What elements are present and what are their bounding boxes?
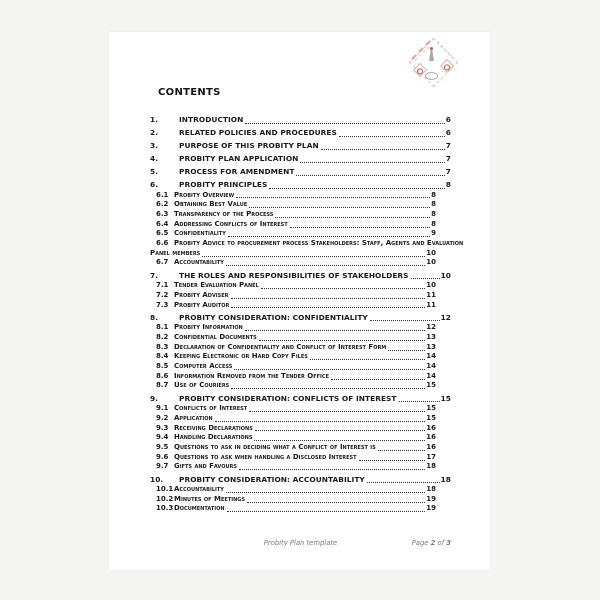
toc-dot-leader	[370, 320, 440, 321]
toc-dot-leader	[290, 227, 430, 228]
toc-entry-page: 18	[426, 485, 436, 494]
toc-entry-label: Minutes of Meetings	[174, 494, 245, 503]
toc-entry-label: PROCESS FOR AMENDMENT	[179, 167, 295, 176]
toc-entry-label: THE ROLES AND RESPONSIBILITIES OF STAKEHOLDERS	[179, 270, 409, 280]
toc-entry-number: 9.2	[156, 413, 169, 422]
toc-entry-number: 8.1	[156, 323, 169, 332]
toc-dot-leader	[378, 450, 426, 451]
toc-entry[interactable]	[150, 220, 451, 230]
toc-entry-page: 6	[445, 115, 451, 124]
toc-entry-label: Confidential Documents	[174, 332, 257, 341]
toc-entry-number: 7.2	[156, 290, 169, 299]
toc-entry-number: 3.	[150, 141, 159, 150]
toc-entry-label: INTRODUCTION	[179, 115, 244, 124]
toc-entry-page: 18	[440, 474, 451, 484]
toc-entry-page: 16	[426, 423, 436, 432]
toc-entry[interactable]	[150, 115, 451, 126]
toc-entry-number: 9.5	[156, 442, 169, 451]
toc-entry-page: 18	[426, 462, 436, 471]
footer-current-page: 2	[430, 539, 436, 547]
toc-entry-label: Transparency of the Process	[174, 209, 274, 218]
toc-dot-leader	[310, 359, 425, 360]
toc-entry-label: Confidentiality	[174, 229, 226, 238]
toc-entry-page: 8	[431, 219, 436, 228]
toc-entry[interactable]	[150, 281, 451, 291]
toc-entry-number: 10.1	[156, 485, 174, 494]
toc-entry[interactable]	[150, 167, 451, 178]
toc-dot-leader	[269, 188, 444, 189]
toc-entry-number: 5.	[150, 167, 159, 176]
document-page	[109, 32, 490, 570]
toc-entry[interactable]	[150, 462, 451, 472]
toc-entry-page: 11	[426, 290, 436, 299]
toc-dot-leader	[254, 440, 425, 441]
toc-entry-page: 8	[431, 209, 436, 218]
toc-dot-leader	[236, 197, 430, 198]
toc-entry[interactable]	[150, 362, 451, 372]
toc-dot-leader	[367, 482, 440, 483]
toc-dot-leader	[339, 136, 445, 137]
toc-dot-leader	[215, 421, 426, 422]
toc-dot-leader	[261, 288, 426, 289]
toc-entry[interactable]	[150, 485, 451, 495]
toc-entry-label: PURPOSE OF THIS PROBITY PLAN	[179, 141, 319, 150]
table-of-contents	[150, 115, 464, 514]
toc-entry[interactable]	[150, 394, 451, 405]
toc-entry-number: 8.	[150, 312, 159, 322]
toc-entry-label: Probity Adviser	[174, 290, 229, 299]
toc-entry[interactable]	[150, 475, 451, 486]
seal-icon-left	[417, 68, 423, 74]
toc-dot-leader	[411, 278, 440, 279]
toc-entry-number: 9.	[150, 393, 159, 403]
toc-entry-label: Questions to ask in deciding what a Conflict of Interest is	[174, 442, 376, 451]
toc-dot-leader	[321, 149, 445, 150]
toc-dot-leader	[226, 265, 425, 266]
toc-entry-label: PROBITY CONSIDERATION: CONFIDENTIALITY	[179, 312, 368, 322]
toc-entry-page: 14	[426, 371, 436, 380]
toc-entry-page: 13	[426, 342, 436, 351]
toc-entry-page: 8	[445, 180, 451, 189]
toc-entry-number: 8.6	[156, 371, 169, 380]
toc-entry-label: RELATED POLICIES AND PROCEDURES	[179, 128, 337, 137]
toc-entry-page: 15	[440, 393, 451, 403]
toc-dot-leader	[227, 511, 426, 512]
toc-entry-number: 1.	[150, 115, 159, 124]
toc-entry[interactable]	[150, 154, 451, 165]
toc-entry-number: 6.6	[156, 239, 169, 248]
toc-entry-label: Tender Evaluation Panel	[174, 281, 259, 290]
toc-entry-label: Computer Access	[174, 362, 233, 371]
toc-entry-number: 6.4	[156, 219, 169, 228]
toc-entry-number: 8.2	[156, 332, 169, 341]
toc-entry-page: 16	[426, 442, 436, 451]
toc-entry[interactable]	[150, 414, 451, 424]
lighthouse-tower	[429, 50, 434, 61]
toc-entry-page: 10	[440, 270, 451, 280]
contents-heading: CONTENTS	[158, 87, 221, 98]
toc-dot-leader	[275, 217, 430, 218]
toc-entry-page: 19	[426, 494, 436, 503]
toc-entry-label: Probity Information	[174, 323, 243, 332]
toc-entry-page: 7	[445, 154, 451, 163]
toc-entry-number: 6.	[150, 180, 159, 189]
toc-entry-number: 4.	[150, 154, 159, 163]
toc-entry-number: 9.7	[156, 462, 169, 471]
toc-entry-label: Gifts and Favours	[174, 462, 237, 471]
toc-entry-page: 11	[426, 300, 436, 309]
toc-dot-leader	[359, 460, 426, 461]
toc-entry-number: 10.3	[156, 504, 174, 513]
toc-entry-page: 7	[445, 141, 451, 150]
toc-entry[interactable]	[150, 424, 451, 434]
toc-entry-number: 8.7	[156, 381, 169, 390]
toc-entry[interactable]	[150, 381, 451, 391]
toc-entry[interactable]	[150, 271, 451, 282]
toc-entry[interactable]	[150, 504, 451, 514]
toc-dot-leader	[255, 430, 425, 431]
toc-entry-page: 7	[445, 167, 451, 176]
toc-entry-number: 9.1	[156, 404, 169, 413]
toc-dot-leader	[228, 236, 430, 237]
seal-icon-right	[444, 64, 450, 70]
toc-entry-label: Probity Advice to procurement process Stakeholders: Staff, Agents and Evaluation	[174, 239, 464, 248]
toc-entry-page: 6	[445, 128, 451, 137]
ellipse-badge	[425, 72, 438, 80]
toc-dot-leader	[259, 340, 426, 341]
toc-entry-page: 15	[426, 381, 436, 390]
toc-entry-page: 15	[426, 404, 436, 413]
toc-entry-number: 8.4	[156, 352, 169, 361]
toc-entry-label: Accountability	[174, 258, 224, 267]
toc-entry-label: Obtaining Best Value	[174, 200, 248, 209]
toc-entry-page: 19	[426, 504, 436, 513]
toc-entry-label: Keeping Electronic or Hard Copy Files	[174, 352, 308, 361]
toc-dot-leader	[245, 330, 425, 331]
toc-entry-page: 17	[426, 452, 436, 461]
toc-dot-leader	[388, 350, 425, 351]
lighthouse-icon	[429, 47, 434, 61]
toc-entry[interactable]	[150, 301, 451, 311]
toc-dot-leader	[231, 307, 425, 308]
toc-dot-leader	[245, 123, 444, 124]
toc-entry-number: 7.	[150, 270, 159, 280]
toc-dot-leader	[296, 175, 444, 176]
footer-total-pages: 3	[446, 539, 451, 547]
toc-entry[interactable]	[150, 200, 451, 210]
toc-entry-page: 13	[426, 332, 436, 341]
toc-entry-number: 6.5	[156, 229, 169, 238]
toc-entry-page: 16	[426, 433, 436, 442]
toc-entry-label: PROBITY PLAN APPLICATION	[179, 154, 299, 163]
toc-entry[interactable]	[150, 433, 451, 443]
toc-entry-label: Accountability	[174, 485, 224, 494]
toc-entry-label: Panel members	[150, 248, 201, 257]
toc-entry-number: 10.2	[156, 494, 174, 503]
toc-entry[interactable]	[150, 191, 451, 201]
toc-entry-page: 14	[426, 362, 436, 371]
toc-entry-label: Conflicts of Interest	[174, 404, 248, 413]
toc-entry-number: 6.1	[156, 190, 169, 199]
toc-dot-leader	[331, 379, 425, 380]
company-logo	[409, 38, 457, 86]
toc-entry-number: 6.3	[156, 209, 169, 218]
toc-entry-page: 10	[426, 248, 436, 257]
toc-dot-leader	[239, 469, 425, 470]
toc-dot-leader	[249, 411, 425, 412]
toc-entry[interactable]	[150, 180, 451, 191]
lighthouse-light-dot	[430, 47, 433, 50]
toc-entry[interactable]	[150, 128, 451, 139]
toc-entry[interactable]	[150, 343, 451, 353]
toc-entry[interactable]	[150, 313, 451, 324]
toc-entry-label: Declaration of Confidentiality and Conflict of Interest Form	[174, 342, 387, 351]
footer-page-word: Page	[411, 539, 429, 547]
toc-entry-label: Use of Couriers	[174, 381, 230, 390]
toc-entry-number: 6.7	[156, 258, 169, 267]
toc-entry-number: 9.6	[156, 452, 169, 461]
toc-entry[interactable]	[150, 352, 451, 362]
toc-dot-leader	[231, 388, 425, 389]
toc-dot-leader	[300, 162, 444, 163]
toc-entry-label: Addressing Conflicts of Interest	[174, 219, 288, 228]
toc-entry-label: Probity Overview	[174, 190, 235, 199]
toc-dot-leader	[202, 256, 425, 257]
toc-entry-label: PROBITY CONSIDERATION: CONFLICTS OF INTEREST	[179, 393, 397, 403]
toc-entry-number: 8.5	[156, 362, 169, 371]
toc-entry-label: Handling Declarations	[174, 433, 253, 442]
toc-entry-page: 14	[426, 352, 436, 361]
toc-entry-page: 12	[426, 323, 436, 332]
toc-entry-number: 7.3	[156, 300, 169, 309]
toc-entry-number: 9.4	[156, 433, 169, 442]
toc-entry-number: 8.3	[156, 342, 169, 351]
toc-entry[interactable]	[150, 495, 451, 505]
toc-entry[interactable]	[150, 210, 451, 220]
toc-entry[interactable]	[150, 443, 451, 453]
page-footer	[150, 538, 451, 548]
toc-entry-page: 12	[440, 312, 451, 322]
toc-entry-page: 9	[431, 229, 436, 238]
toc-entry[interactable]	[150, 141, 451, 152]
footer-page-number	[412, 538, 451, 548]
toc-entry[interactable]	[150, 239, 464, 249]
toc-entry-label: Receiving Declarations	[174, 423, 253, 432]
toc-entry-label: Information Removed from the Tender Office	[174, 371, 330, 380]
toc-dot-leader	[231, 298, 426, 299]
toc-entry-label: Application	[174, 413, 213, 422]
toc-entry-label: PROBITY CONSIDERATION: ACCOUNTABILITY	[179, 474, 365, 484]
toc-entry-number: 2.	[150, 128, 159, 137]
footer-of-word: of	[437, 539, 445, 547]
toc-entry[interactable]	[150, 404, 451, 414]
toc-entry-number: 6.2	[156, 200, 169, 209]
toc-entry-page: 10	[426, 281, 436, 290]
toc-entry[interactable]	[150, 291, 451, 301]
toc-dot-leader	[226, 492, 425, 493]
toc-entry[interactable]	[150, 372, 451, 382]
toc-entry-label: Probity Auditor	[174, 300, 230, 309]
toc-dot-leader	[399, 401, 440, 402]
toc-dot-leader	[234, 369, 425, 370]
toc-entry[interactable]	[150, 323, 451, 333]
toc-entry-number: 10.	[150, 474, 164, 484]
toc-entry[interactable]	[150, 229, 451, 239]
toc-entry[interactable]	[150, 453, 451, 463]
toc-entry-number: 9.3	[156, 423, 169, 432]
footer-document-title: Probity Plan template	[263, 539, 338, 547]
toc-entry-page: 8	[431, 190, 436, 199]
toc-entry-number: 7.1	[156, 281, 169, 290]
toc-entry-page: 10	[426, 258, 436, 267]
toc-entry-page: 15	[426, 413, 436, 422]
toc-entry-label: Questions to ask when handling a Disclosed Interest	[174, 452, 357, 461]
toc-dot-leader	[249, 207, 430, 208]
toc-entry[interactable]	[150, 249, 451, 259]
toc-entry-page: 8	[431, 200, 436, 209]
toc-entry[interactable]	[150, 258, 451, 268]
toc-entry-label: PROBITY PRINCIPLES	[179, 180, 268, 189]
toc-entry[interactable]	[150, 333, 451, 343]
toc-dot-leader	[247, 502, 425, 503]
toc-entry-label: Documentation	[174, 504, 225, 513]
